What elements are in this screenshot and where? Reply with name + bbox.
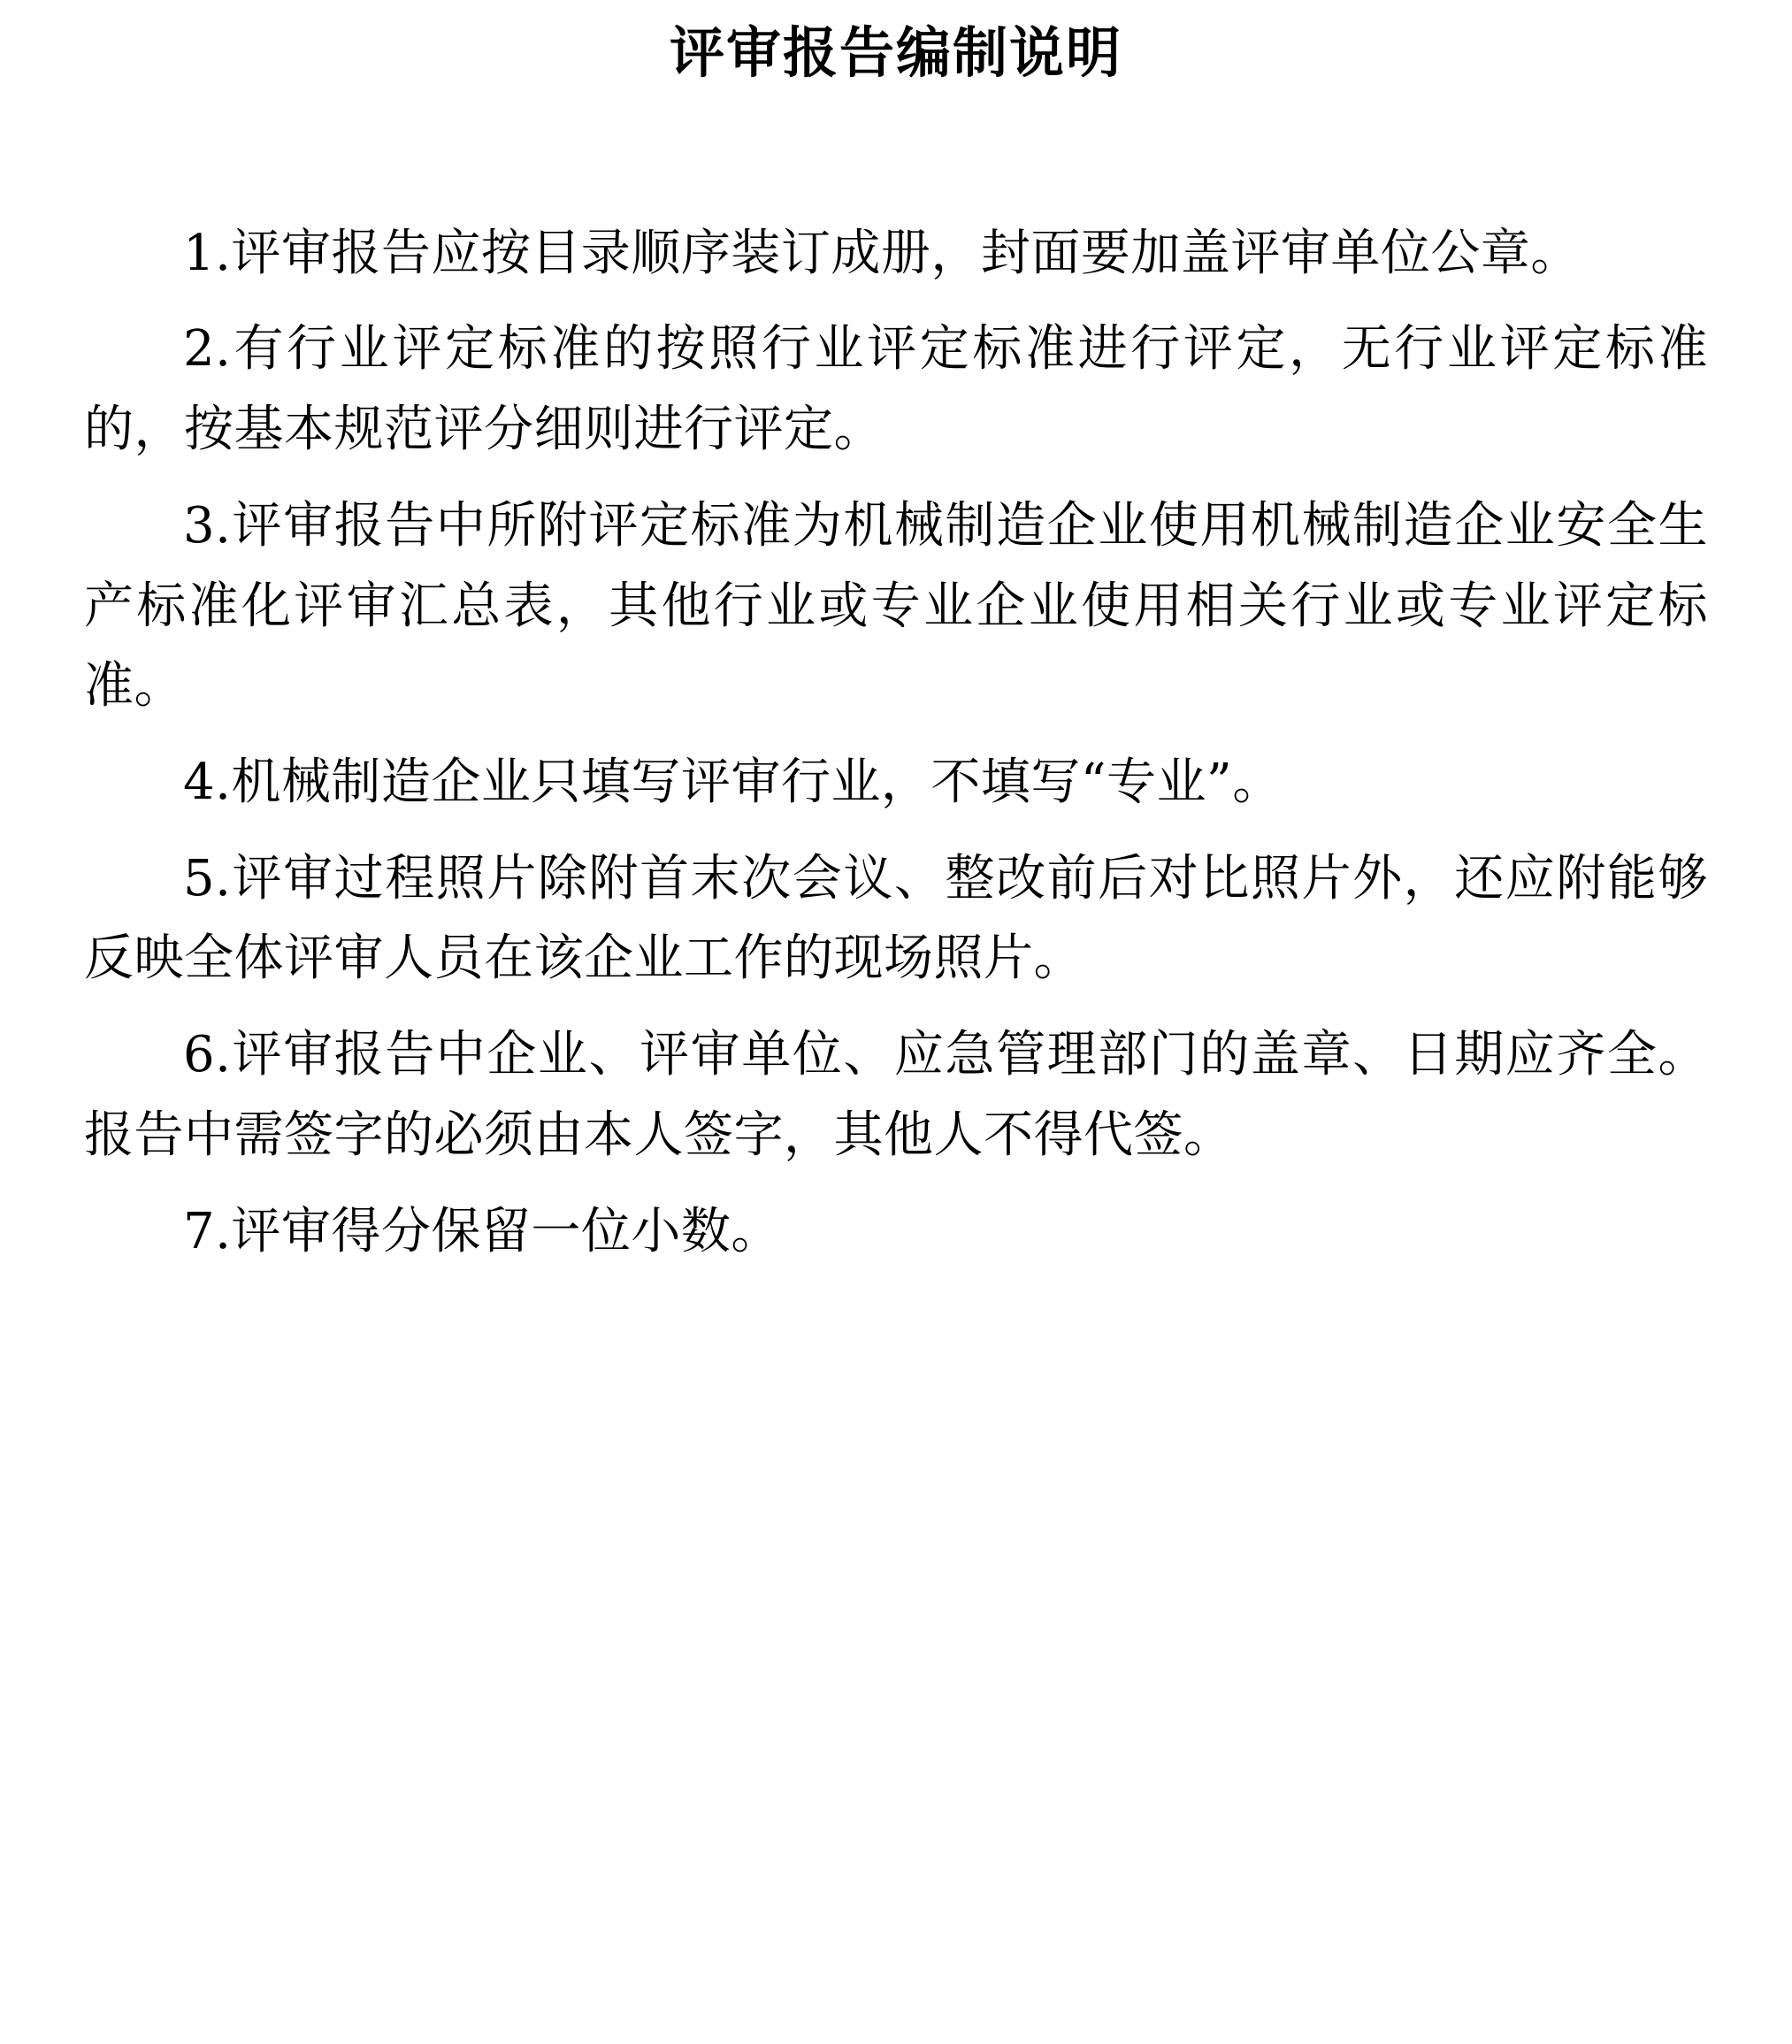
paragraph-3: 3.评审报告中所附评定标准为机械制造企业使用机械制造企业安全生产标准化评审汇总表，其他行业或专业企业使用相关行业或专业评定标准。 [84,496,1708,716]
document-body [84,214,1708,1273]
paragraph-7: 7.评审得分保留一位小数。 [183,1202,781,1260]
paragraph-5: 5.评审过程照片除附首末次会议、整改前后对比照片外，还应附能够反映全体评审人员在该企业工作的现场照片。 [84,849,1708,988]
page-title: 评审报告编制说明 [669,20,1122,85]
paragraph-6: 6.评审报告中企业、评审单位、应急管理部门的盖章、日期应齐全。报告中需签字的必须由本人签字，其他人不得代签。 [84,1026,1708,1164]
paragraph-2: 2.有行业评定标准的按照行业评定标准进行评定，无行业评定标准的，按基本规范评分细则进行评定。 [84,320,1708,459]
paragraph-4: 4.机械制造企业只填写评审行业，不填写“专业”。 [183,754,1283,811]
paragraph-1: 1.评审报告应按目录顺序装订成册，封面要加盖评审单位公章。 [183,224,1581,282]
